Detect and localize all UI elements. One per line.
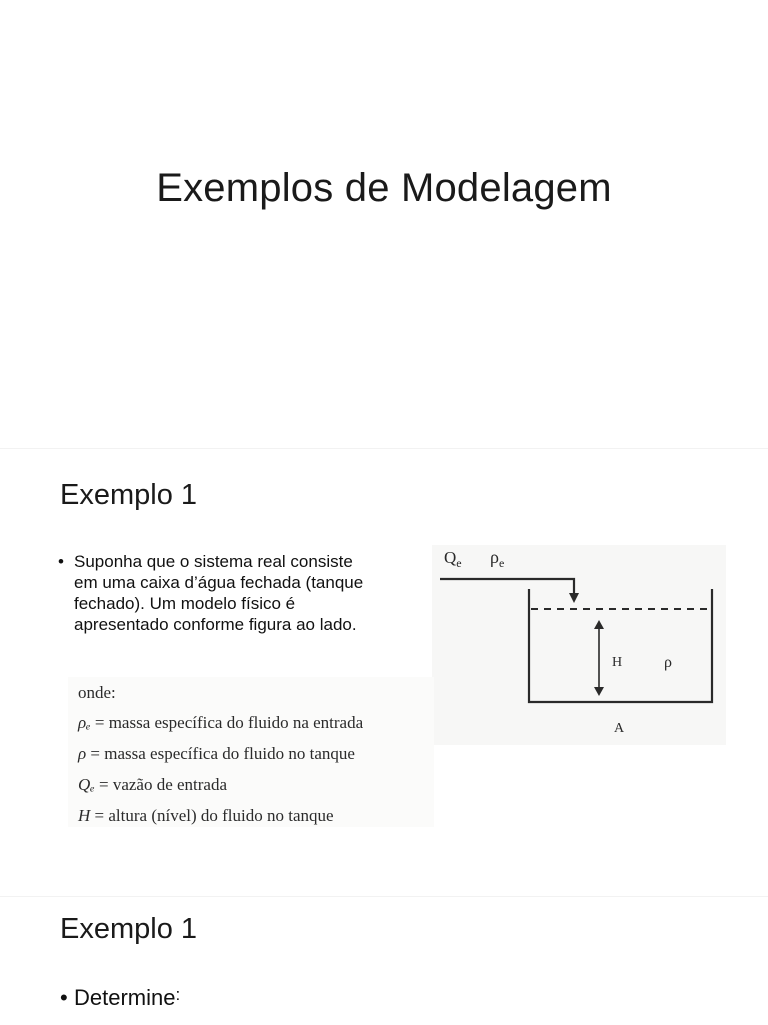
definition-row <box>78 775 227 795</box>
slide-example-1-continued <box>0 896 768 1025</box>
definition-symbol: ρₑ <box>78 713 91 732</box>
inflow-arrow-icon <box>569 593 579 603</box>
tank-walls <box>529 589 712 702</box>
definition-symbol: Qₑ <box>78 775 95 794</box>
slide-example-1 <box>0 448 768 897</box>
definition-row <box>78 806 334 826</box>
main-title: Exemplos de Modelagem <box>156 166 612 210</box>
bullet-text: Suponha que o sistema real consiste em uma caixa d’água fechada (tanque fechado). Um modelo físico é apresentado conforme figura ao lado. <box>74 552 364 634</box>
height-arrow-down-icon <box>594 687 604 696</box>
definition-text: = altura (nível) do fluido no tanque <box>90 806 334 825</box>
slide-heading: Exemplo 1 <box>60 913 198 945</box>
tank-diagram-svg <box>432 545 726 745</box>
definition-text: = massa específica do fluido no tanque <box>86 744 355 763</box>
definition-symbol: ρ <box>78 744 87 763</box>
slide-title <box>0 0 768 448</box>
bullet-list <box>58 551 378 635</box>
bullet-text: Determine <box>74 985 176 1010</box>
bullet-colon: : <box>175 985 181 1004</box>
diagram-label-rho-in: $\rho_e$ <box>490 547 505 570</box>
definition-row <box>78 713 363 733</box>
bullet-item <box>60 985 180 1011</box>
bullet-icon: • <box>60 985 68 1010</box>
bullet-icon: • <box>58 552 64 571</box>
inflow-pipe <box>440 579 574 595</box>
bullet-item <box>58 551 378 635</box>
definitions-box <box>68 677 434 827</box>
slide-heading: Exemplo 1 <box>60 479 198 511</box>
diagram-label-a: A <box>614 721 625 736</box>
tank-diagram <box>432 545 726 745</box>
diagram-label-q: $Q_e$ <box>444 548 462 570</box>
definition-symbol: H <box>78 806 91 825</box>
definition-text: = vazão de entrada <box>94 775 228 794</box>
height-arrow-up-icon <box>594 620 604 629</box>
diagram-label-rho: ρ <box>664 654 672 671</box>
definition-text: = massa específica do fluido na entrada <box>90 713 364 732</box>
definitions-intro: onde: <box>78 683 116 702</box>
definition-row <box>78 744 355 764</box>
diagram-label-h: H <box>612 655 623 670</box>
